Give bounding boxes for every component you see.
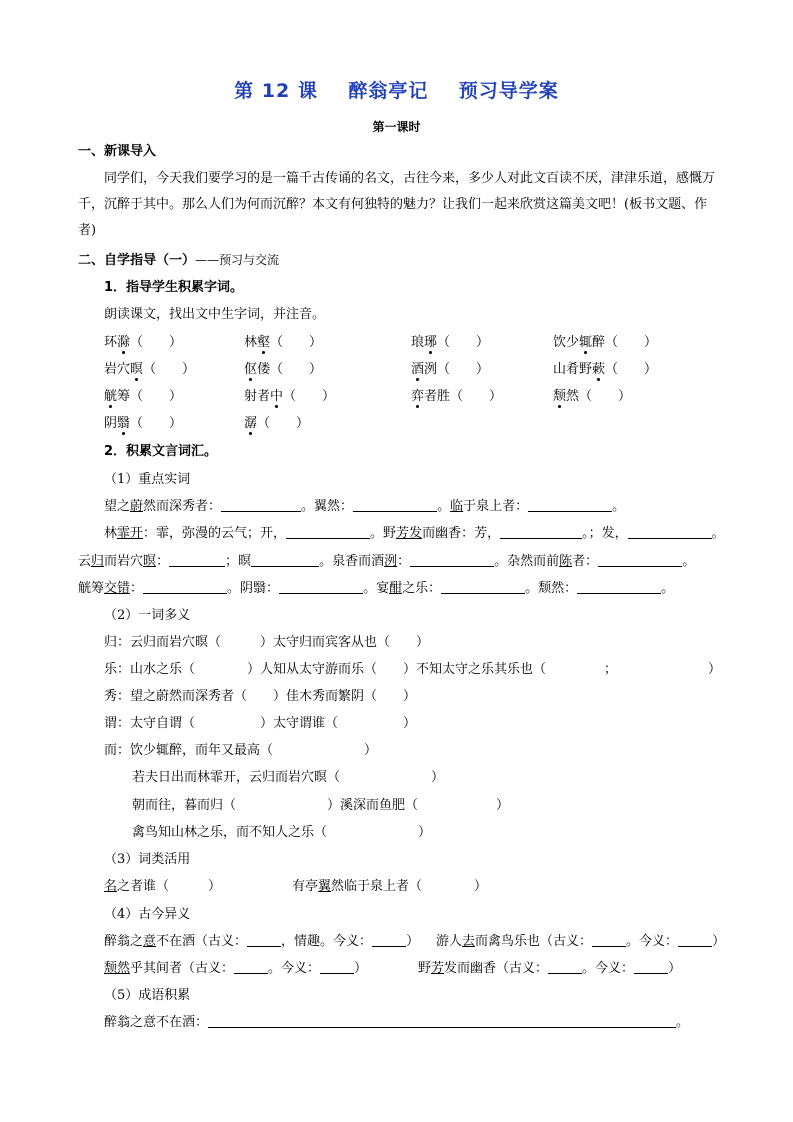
sub2-gui: 归：云归而岩穴暝（ ）太守归而宾客从也（ ） <box>104 635 430 650</box>
sub2-xiu: 秀：望之蔚然而深秀者（ ）佳木秀而繁阴（ ） <box>104 689 417 704</box>
item2-title: 2．积累文言词汇。 <box>104 444 218 459</box>
sub2-er-2: 若夫日出而林霏开，云归而岩穴暝（ ） <box>132 770 445 785</box>
page-subtitle: 第一课时 <box>372 120 421 134</box>
sub4-row-1b: 游人去而禽鸟乐也（古义： 。今义： ） <box>436 934 726 949</box>
sub3-row: 名之者谁（ ） <box>104 879 222 894</box>
vocab-item: 弈者胜（ ） <box>411 389 503 404</box>
sub4-row-2b: 野芳发而幽香（古义： 。今义： ） <box>418 961 682 976</box>
sub2-wei: 谓：太守自谓（ ）太守谓谁（ ） <box>104 716 417 731</box>
vocab-item: 山肴野蔌（ ） <box>553 362 658 377</box>
sub2-er-1: 而：饮少辄醉，而年又最高（ ） <box>104 743 378 758</box>
item1-title: 1．指导学生积累字词。 <box>104 280 244 295</box>
sub4-heading: （4）古今异义 <box>104 907 191 922</box>
page-title: 第 12 课 醉翁亭记 预习导学案 <box>234 80 559 102</box>
sub1-heading: （1）重点实词 <box>104 472 191 487</box>
vocab-item: 酒洌（ ） <box>411 362 490 377</box>
sub5-row: 醉翁之意不在酒： 。 <box>104 1015 690 1030</box>
sub2-heading: （2）一词多义 <box>104 608 191 623</box>
vocab-item: 岩穴暝（ ） <box>104 362 196 377</box>
sub2-le-end: ） <box>708 662 722 677</box>
sub1-row-3: 云归而岩穴暝： ；暝 。泉香而酒洌： 。杂然而前陈者： 。 <box>78 554 696 569</box>
sub2-er-4: 禽鸟知山林之乐，而不知人之乐（ ） <box>132 825 432 840</box>
sub2-er-3: 朝而往，暮而归（ ）溪深而鱼肥（ ） <box>132 798 510 813</box>
vocab-item: 射者中（ ） <box>244 389 336 404</box>
sub2-le: 乐：山水之乐（ ）人知从太守游而乐（ ）不知太守之乐其乐也（ <box>104 662 547 677</box>
sub3-heading: （3）词类活用 <box>104 852 191 867</box>
item1-instruction: 朗读课文，找出文中生字词，并注音。 <box>104 307 326 322</box>
vocab-item: 潺（ ） <box>244 416 310 431</box>
vocab-item: 颓然（ ） <box>553 389 632 404</box>
sub1-row-1: 望之蔚然而深秀者： 。翼然： 。临于泉上者： 。 <box>104 499 626 514</box>
section-heading-2: 二、自学指导（一）——预习与交流 <box>78 253 280 268</box>
sub5-heading: （5）成语积累 <box>104 988 191 1003</box>
sub4-row-1: 醉翁之意不在酒（古义： ，情趣。今义： ） <box>104 934 420 949</box>
section-heading-1: 一、新课导入 <box>78 144 157 159</box>
vocab-item: 阴翳（ ） <box>104 416 183 431</box>
vocab-item: 觥筹（ ） <box>104 389 183 404</box>
sub3-row-b: 有亭翼然临于泉上者（ ） <box>292 879 488 894</box>
intro-paragraph: 同学们，今天我们要学习的是一篇千古传诵的名文，古往今来，多少人对此文百读不厌，津津乐道，感慨万千，沉醉于其中。那么人们为何而沉醉？本文有何独特的魅力？让我们一起来欣赏这篇美文吧！(板书文题、作者) <box>78 171 716 238</box>
sub4-row-2: 颓然乎其间者（古义： 。今义： ） <box>104 961 368 976</box>
vocab-item: 琅琊（ ） <box>411 335 490 350</box>
vocab-item: 饮少辄醉（ ） <box>553 335 658 350</box>
sub1-row-4: 觥筹交错： 。阴翳： 。宴酣之乐： 。颓然： 。 <box>78 581 675 596</box>
vocab-item: 环滁（ ） <box>104 335 183 350</box>
vocab-item: 伛偻（ ） <box>244 362 323 377</box>
sub1-row-2: 林霏开：霏，弥漫的云气；开， 。野芳发而幽香：芳， 。；发， 。 <box>104 526 725 541</box>
vocab-item: 林壑（ ） <box>244 335 323 350</box>
sub2-le-sep: ； <box>604 662 618 677</box>
